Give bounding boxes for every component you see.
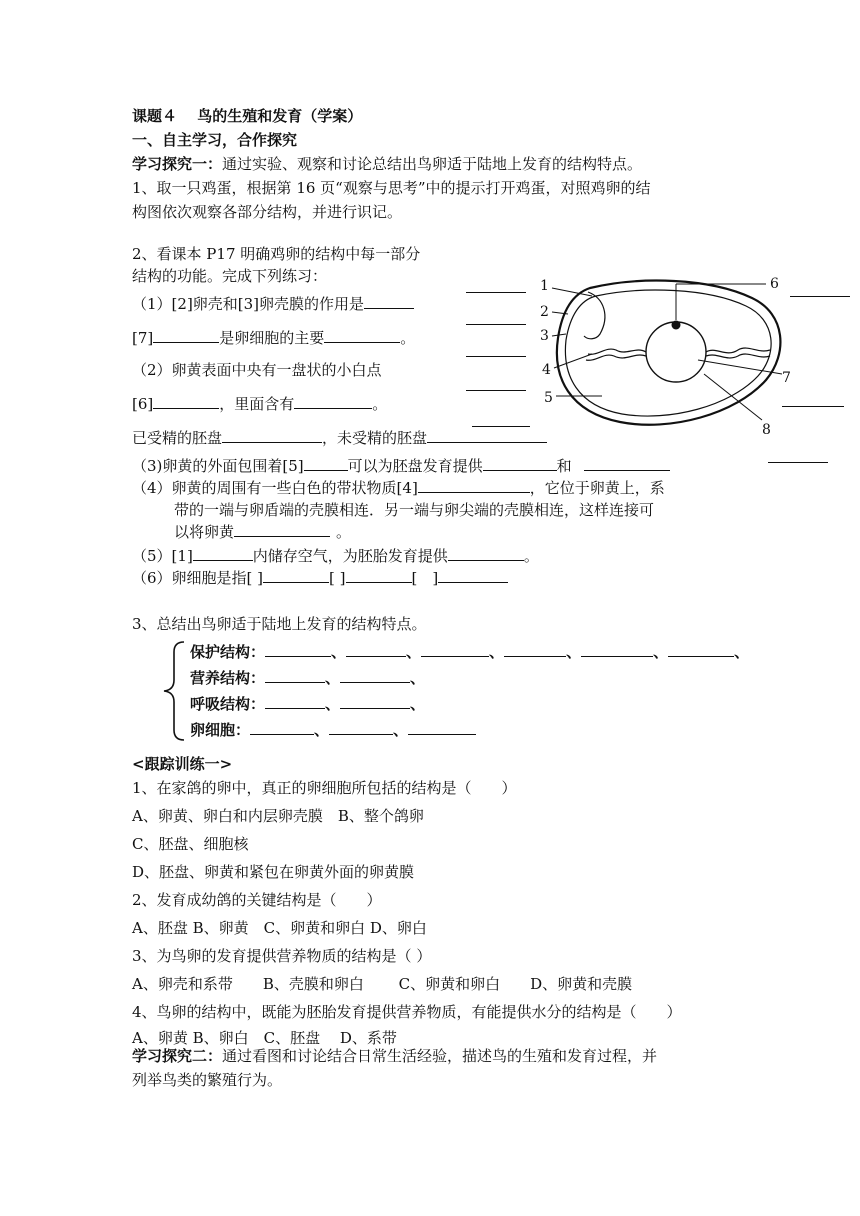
answer-blank[interactable] bbox=[364, 294, 414, 309]
diagram-label: 6 bbox=[770, 276, 779, 292]
separator: 、 bbox=[566, 643, 582, 661]
diagram-label: 5 bbox=[544, 390, 553, 406]
fill3-a: （3)卵黄的外面包围着[5] bbox=[132, 457, 304, 475]
fill1-text: （1）[2]卵壳和[3]卵壳膜的作用是 bbox=[132, 295, 365, 313]
fill2b-end: 。 bbox=[372, 395, 388, 413]
chalaza-left-2 bbox=[586, 355, 646, 360]
fill1b-end: 。 bbox=[400, 329, 416, 347]
separator: 、 bbox=[410, 695, 426, 713]
fill6-c: [ ] bbox=[411, 569, 439, 587]
answer-options: A、卵壳和系带 B、壳膜和卵白 C、卵黄和卵白 D、卵黄和壳膜 bbox=[132, 975, 633, 993]
explore2-line bbox=[132, 1046, 657, 1066]
separator: 、 bbox=[734, 643, 750, 661]
separator: 、 bbox=[314, 721, 330, 739]
answer-blank[interactable] bbox=[294, 394, 372, 409]
answer-blank[interactable] bbox=[153, 394, 219, 409]
fill3-line bbox=[132, 456, 670, 476]
diagram-label: 8 bbox=[762, 422, 771, 438]
germinal-disc bbox=[672, 321, 681, 330]
question-line: 1、在家鸽的卵中，真正的卵细胞所包括的结构是（ ） bbox=[132, 779, 517, 797]
fill5-line bbox=[132, 546, 539, 566]
answer-blank[interactable] bbox=[222, 428, 322, 443]
summary-row bbox=[190, 720, 476, 740]
diagram-label: 3 bbox=[540, 328, 549, 344]
answer-blank[interactable] bbox=[438, 568, 508, 583]
summary-row bbox=[190, 642, 749, 662]
answer-options: A、胚盘 B、卵黄 C、卵黄和卵白 D、卵白 bbox=[132, 919, 427, 937]
separator: 、 bbox=[410, 669, 426, 687]
summary-label: 呼吸结构： bbox=[190, 695, 266, 713]
q1-line1: 1、取一只鸡蛋，根据第 16 页“观察与思考”中的提示打开鸡蛋，对照鸡卵的结 bbox=[132, 179, 651, 197]
q2-line1: 2、看课本 P17 明确鸡卵的结构中每一部分 bbox=[132, 245, 421, 263]
answer-blank[interactable] bbox=[265, 668, 325, 683]
explore1-label: 学习探究一： bbox=[132, 155, 223, 173]
summary-label: 保护结构： bbox=[190, 643, 266, 661]
fill2c-b: ，未受精的胚盘 bbox=[322, 429, 428, 447]
separator: 、 bbox=[331, 643, 347, 661]
diagram-answer-line[interactable] bbox=[782, 406, 844, 407]
answer-blank[interactable] bbox=[265, 694, 325, 709]
fill1b-a: [7] bbox=[132, 329, 154, 347]
fill6-a: （6）卵细胞是指[ ] bbox=[132, 569, 264, 587]
fill2b-line bbox=[132, 394, 387, 414]
answer-blank[interactable] bbox=[340, 694, 410, 709]
fill4-end: 。 bbox=[336, 523, 352, 541]
diagram-label: 2 bbox=[540, 304, 549, 320]
summary-label: 营养结构： bbox=[190, 669, 266, 687]
fill1-line bbox=[132, 294, 414, 314]
diagram-answer-line[interactable] bbox=[466, 356, 526, 357]
yolk-circle bbox=[646, 322, 706, 382]
fill4-line bbox=[132, 478, 665, 498]
fill2b-a: [6] bbox=[132, 395, 154, 413]
explore2-text: 通过看图和讨论结合日常生活经验，描述鸟的生殖和发育过程，并 bbox=[222, 1047, 658, 1065]
diagram-answer-line[interactable] bbox=[466, 324, 526, 325]
diagram-answer-line[interactable] bbox=[466, 390, 526, 391]
egg-diagram bbox=[530, 268, 790, 448]
chalaza-right bbox=[706, 348, 770, 353]
answer-blank[interactable] bbox=[329, 720, 393, 735]
separator: 、 bbox=[325, 695, 341, 713]
fill4-line2: 带的一端与卵盾端的壳膜相连．另一端与卵尖端的壳膜相连，这样连接可 bbox=[174, 501, 655, 519]
fill3-b: 可以为胚盘发育提供 bbox=[347, 457, 483, 475]
answer-options: A、卵黄 B、卵白 C、胚盘 D、系带 bbox=[132, 1029, 397, 1047]
answer-blank[interactable] bbox=[250, 720, 314, 735]
separator: 、 bbox=[393, 721, 409, 739]
page-title: 课题４ 鸟的生殖和发育（学案） bbox=[132, 107, 363, 125]
q1-line2: 构图依次观察各部分结构，并进行识记。 bbox=[132, 203, 403, 221]
explore2-label: 学习探究二： bbox=[132, 1047, 223, 1065]
fill3-c: 和 bbox=[556, 457, 572, 475]
chalaza-left bbox=[588, 349, 646, 354]
fill4-line3-text: 以将卵黄 bbox=[174, 523, 235, 541]
answer-blank[interactable] bbox=[418, 478, 530, 493]
explore1-line bbox=[132, 154, 642, 174]
q3-line: 3、总结出鸟卵适于陆地上发育的结构特点。 bbox=[132, 615, 427, 633]
summary-row bbox=[190, 668, 425, 688]
explore1-text: 通过实验、观察和讨论总结出鸟卵适于陆地上发育的结构特点。 bbox=[222, 155, 643, 173]
separator: 、 bbox=[489, 643, 505, 661]
diagram-answer-line[interactable] bbox=[472, 426, 530, 427]
separator: 、 bbox=[406, 643, 422, 661]
fill2c-a: 已受精的胚盘 bbox=[132, 429, 223, 447]
fill6-b: [ ] bbox=[329, 569, 346, 587]
answer-blank[interactable] bbox=[153, 328, 219, 343]
answer-blank[interactable] bbox=[193, 546, 253, 561]
fill4-b: ，它位于卵黄上，系 bbox=[529, 479, 665, 497]
answer-blank[interactable] bbox=[483, 456, 557, 471]
answer-blank[interactable] bbox=[584, 456, 670, 471]
fill2c-line bbox=[132, 428, 547, 448]
diagram-label: 4 bbox=[542, 362, 551, 378]
answer-blank[interactable] bbox=[581, 642, 653, 657]
diagram-label: 1 bbox=[540, 278, 549, 294]
fill4-a: （4）卵黄的周围有一些白色的带状物质[4] bbox=[132, 479, 418, 497]
answer-blank[interactable] bbox=[421, 642, 489, 657]
answer-blank[interactable] bbox=[504, 642, 566, 657]
answer-blank[interactable] bbox=[304, 456, 348, 471]
answer-options: D、胚盘、卵黄和紧包在卵黄外面的卵黄膜 bbox=[132, 863, 415, 881]
fill2b-b: ，里面含有 bbox=[219, 395, 295, 413]
answer-blank[interactable] bbox=[324, 328, 400, 343]
answer-blank[interactable] bbox=[346, 642, 406, 657]
answer-options: C、胚盘、细胞核 bbox=[132, 835, 249, 853]
answer-blank[interactable] bbox=[263, 568, 329, 583]
answer-blank[interactable] bbox=[265, 642, 331, 657]
fill1b-line bbox=[132, 328, 415, 348]
fill2-line: （2）卵黄表面中央有一盘状的小白点 bbox=[132, 361, 382, 379]
question-line: 3、为鸟卵的发育提供营养物质的结构是（ ） bbox=[132, 947, 432, 965]
fill5-a: （5）[1] bbox=[132, 547, 193, 565]
chalaza-right-2 bbox=[706, 354, 770, 358]
answer-blank[interactable] bbox=[340, 668, 410, 683]
section-heading: 一、自主学习，合作探究 bbox=[132, 131, 298, 149]
q2-line2: 结构的功能。完成下列练习： bbox=[132, 267, 328, 285]
fill5-b: 内储存空气，为胚胎发育提供 bbox=[252, 547, 448, 565]
track-heading: <跟踪训练一> bbox=[132, 755, 233, 773]
fill6-line bbox=[132, 568, 508, 588]
fill5-end: 。 bbox=[523, 547, 539, 565]
separator: 、 bbox=[325, 669, 341, 687]
separator: 、 bbox=[653, 643, 669, 661]
question-line: 2、发育成幼鸽的关键结构是（ ） bbox=[132, 891, 382, 909]
fill4-line3 bbox=[174, 522, 351, 542]
diagram-answer-line[interactable] bbox=[790, 296, 850, 297]
answer-blank[interactable] bbox=[234, 522, 330, 537]
answer-blank[interactable] bbox=[668, 642, 734, 657]
explore2-line2: 列举鸟类的繁殖行为。 bbox=[132, 1071, 283, 1089]
fill1b-b: 是卵细胞的主要 bbox=[219, 329, 325, 347]
brace-icon bbox=[160, 640, 188, 742]
answer-blank[interactable] bbox=[408, 720, 476, 735]
summary-row bbox=[190, 694, 425, 714]
answer-blank[interactable] bbox=[448, 546, 524, 561]
answer-blank[interactable] bbox=[346, 568, 412, 583]
diagram-answer-line[interactable] bbox=[768, 462, 828, 463]
summary-label: 卵细胞： bbox=[190, 721, 251, 739]
diagram-answer-line[interactable] bbox=[466, 292, 526, 293]
diagram-label: 7 bbox=[782, 370, 791, 386]
question-line: 4、鸟卵的结构中，既能为胚胎发育提供营养物质，有能提供水分的结构是（ ） bbox=[132, 1003, 682, 1021]
answer-options: A、卵黄、卵白和内层卵壳膜 B、整个鸽卵 bbox=[132, 807, 424, 825]
